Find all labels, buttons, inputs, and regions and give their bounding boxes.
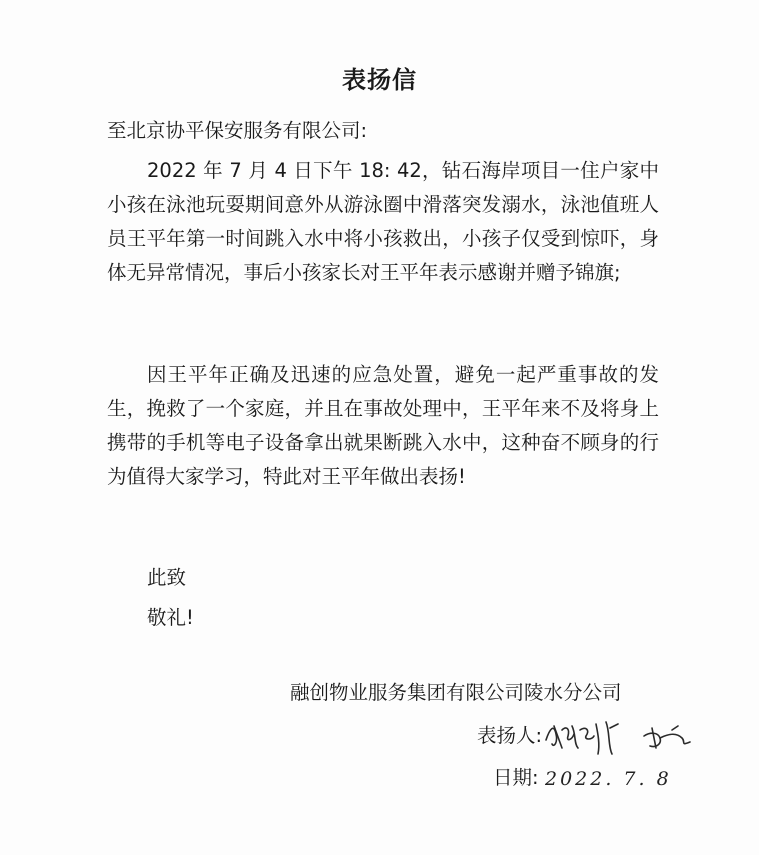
company-name: 融创物业服务集团有限公司陵水分公司 — [290, 681, 622, 704]
date-label: 日期: — [493, 766, 539, 789]
addressee-line: 至北京协平保安服务有限公司: — [107, 119, 368, 142]
commender-label: 表扬人: — [477, 724, 543, 747]
closing-salutation-1: 此致 — [147, 566, 187, 589]
handwritten-date: 2022. 7. 8 — [545, 768, 672, 790]
closing-salutation-2: 敬礼! — [147, 606, 194, 629]
handwritten-signature — [540, 704, 700, 760]
body-paragraph-2: 因王平年正确及迅速的应急处置，避免一起严重事故的发生，挽救了一个家庭，并且在事故处理中，王平年来不及将身上携带的手机等电子设备拿出就果断跳入水中，这种奋不顾身的行为值得大家学习，特此对王平年做出表扬! — [107, 363, 659, 488]
body-paragraph-1: 2022 年 7 月 4 日下午 18: 42，钻石海岸项目一住户家中小孩在泳池玩耍期间意外从游泳圈中滑落突发溺水，泳池值班人员王平年第一时间跳入水中将小孩救出，小孩子仅受到惊吓，身体无异常情况，事后小孩家长对王平年表示感谢并赠予锦旗; — [107, 159, 659, 284]
letter-title: 表扬信 — [342, 66, 417, 94]
